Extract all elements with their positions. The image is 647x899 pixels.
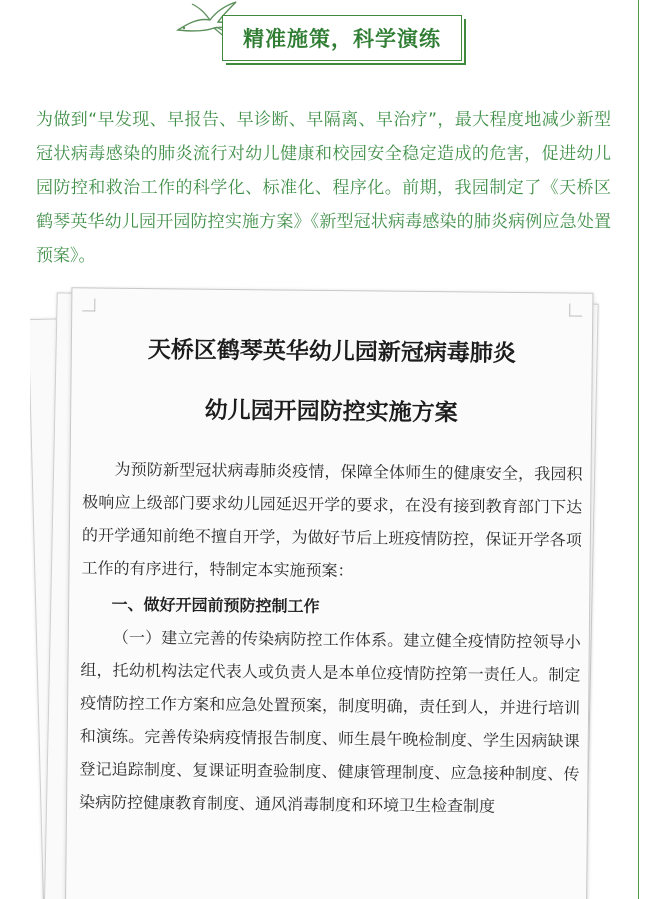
document-paragraph: 为预防新型冠状病毒肺炎疫情，保障全体师生的健康安全，我园积极响应上级部门要求幼儿园延迟开学的要求，在没有接到教育部门下达的开学通知前绝不擅自开学，为做好节后上班疫情防控，保证开学各项工作的有序进行，特制定本实施预案：: [81, 459, 583, 581]
document-title-line2: 幼儿园开园防控实施方案: [204, 396, 458, 427]
page-right-border: [638, 0, 639, 899]
document-image: [30, 286, 600, 899]
paper-sheet-front: [65, 287, 594, 899]
section-title-box: [222, 15, 462, 61]
corner-mark: [569, 303, 582, 316]
section-title: 精准施策，科学演练: [243, 27, 441, 51]
document-body: [79, 452, 583, 823]
document-paragraph: （一）建立完善的传染病防控工作体系。建立健全疫情防控领导小组，托幼机构法定代表人或负责人是本单位疫情防控第一责任人。制定疫情防控工作方案和应急处置预案，制度明确，责任到人，并进行培训和演练。完善传染病疫情报告制度、师生晨午晚检制度、学生因病缺课登记追踪制度、复课证明查验制度、健康管理制度、应急接种制度、传染病防控健康教育制度、通风消毒制度和环境卫生检查制度: [78, 627, 581, 816]
corner-mark: [82, 298, 95, 311]
intro-paragraph: 为做到“早发现、早报告、早诊断、早隔离、早治疗”，最大程度地减少新型冠状病毒感染的肺炎流行对幼儿健康和校园安全稳定造成的危害，促进幼儿园防控和救治工作的科学化、标准化、程序化。前期，我园制定了《天桥区鹤琴英华幼儿园开园防控实施方案》《新型冠状病毒感染的肺炎病例应急处置预案》。: [36, 110, 611, 266]
document-title-line1: 天桥区鹤琴英华幼儿园新冠病毒肺炎: [147, 336, 516, 367]
document-section-heading: 一、做好开园前预防控制工作: [111, 594, 320, 616]
